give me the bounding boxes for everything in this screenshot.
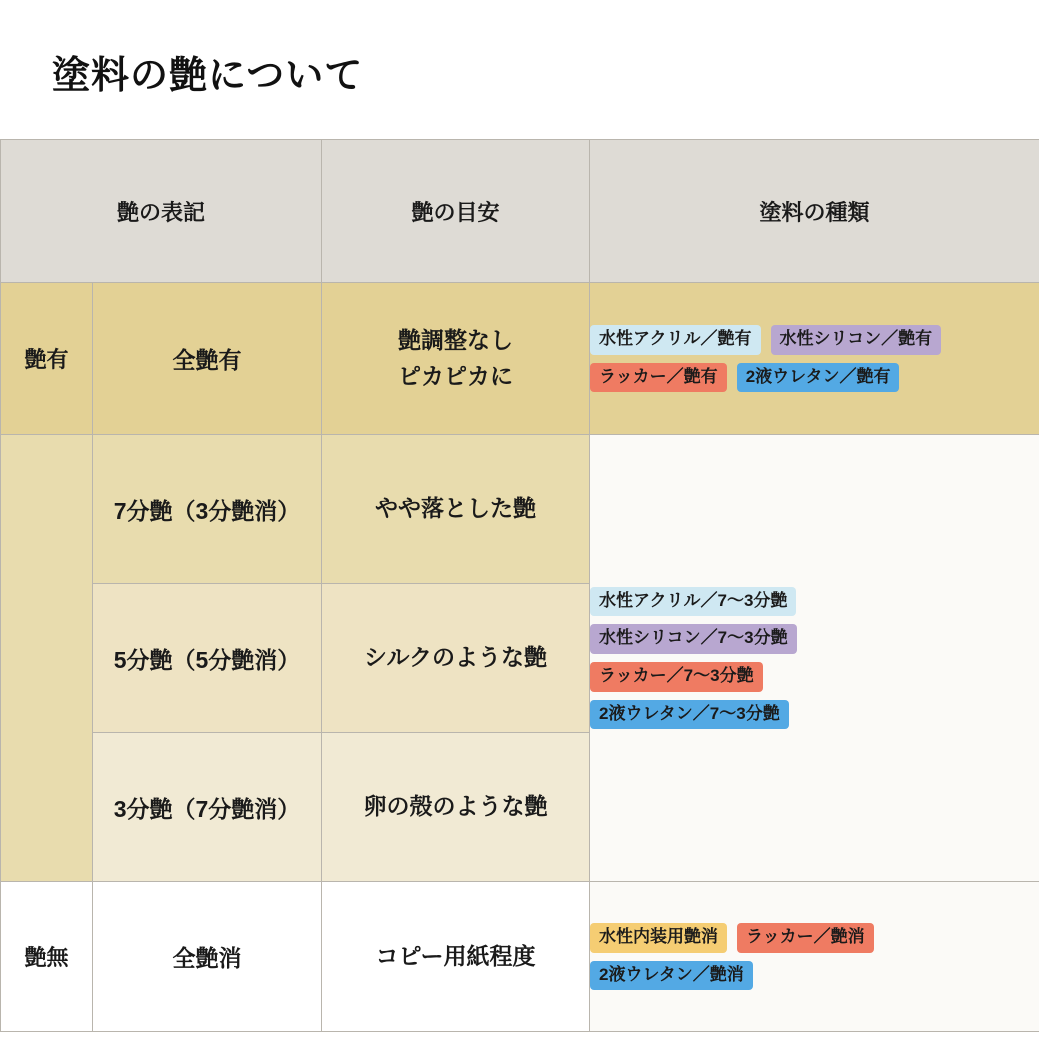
- table-row: [1, 283, 1039, 435]
- paint-tag-group: [590, 325, 1039, 392]
- gloss-name: 3分艶（7分艶消）: [93, 733, 322, 882]
- paint-tag: 水性内装用艶消: [590, 923, 727, 953]
- gloss-guide: 卵の殻のような艶: [322, 733, 590, 882]
- table-row: [1, 882, 1039, 1032]
- paint-tag: ラッカー／7〜3分艶: [590, 662, 763, 692]
- gloss-guide: やや落とした艶: [322, 435, 590, 584]
- gloss-mark-gloss: 艶有: [1, 283, 93, 435]
- paint-tag: 水性シリコン／7〜3分艶: [590, 624, 797, 654]
- paint-tag: 2液ウレタン／艶有: [737, 363, 900, 393]
- page-title: 塗料の艶について: [52, 55, 364, 97]
- paint-type-cell-merged: [590, 435, 1039, 882]
- gloss-mark-matte: 艶無: [1, 882, 93, 1032]
- paint-tag: 2液ウレタン／7〜3分艶: [590, 700, 789, 730]
- gloss-name: 全艶有: [93, 283, 322, 435]
- paint-tag: 水性シリコン／艶有: [771, 325, 942, 355]
- table-header-row: [1, 140, 1039, 283]
- table-row: [1, 435, 1039, 584]
- column-header-type: 塗料の種類: [590, 140, 1039, 283]
- gloss-name: 7分艶（3分艶消）: [93, 435, 322, 584]
- column-header-notation: 艶の表記: [1, 140, 322, 283]
- gloss-name: 全艶消: [93, 882, 322, 1032]
- paint-type-cell: [590, 882, 1039, 1032]
- gloss-guide: シルクのような艶: [322, 584, 590, 733]
- paint-type-cell: [590, 283, 1039, 435]
- paint-tag: ラッカー／艶有: [590, 363, 727, 393]
- paint-tag: ラッカー／艶消: [737, 923, 874, 953]
- paint-tag: 水性アクリル／7〜3分艶: [590, 587, 796, 617]
- table-header: [1, 140, 1039, 283]
- gloss-table: [0, 139, 1039, 1032]
- paint-tag-group: [590, 923, 1039, 990]
- gloss-guide-line1: 艶調整なし: [398, 326, 514, 353]
- table-body: [1, 283, 1039, 1032]
- gloss-name: 5分艶（5分艶消）: [93, 584, 322, 733]
- paint-tag-group: [590, 587, 1039, 730]
- gloss-guide-line2: ピカピカに: [398, 362, 514, 389]
- gloss-guide: [322, 283, 590, 435]
- paint-tag: 水性アクリル／艶有: [590, 325, 761, 355]
- column-header-guide: 艶の目安: [322, 140, 590, 283]
- paint-tag: 2液ウレタン／艶消: [590, 961, 753, 991]
- gloss-guide: コピー用紙程度: [322, 882, 590, 1032]
- gloss-mark-merge: [1, 435, 93, 882]
